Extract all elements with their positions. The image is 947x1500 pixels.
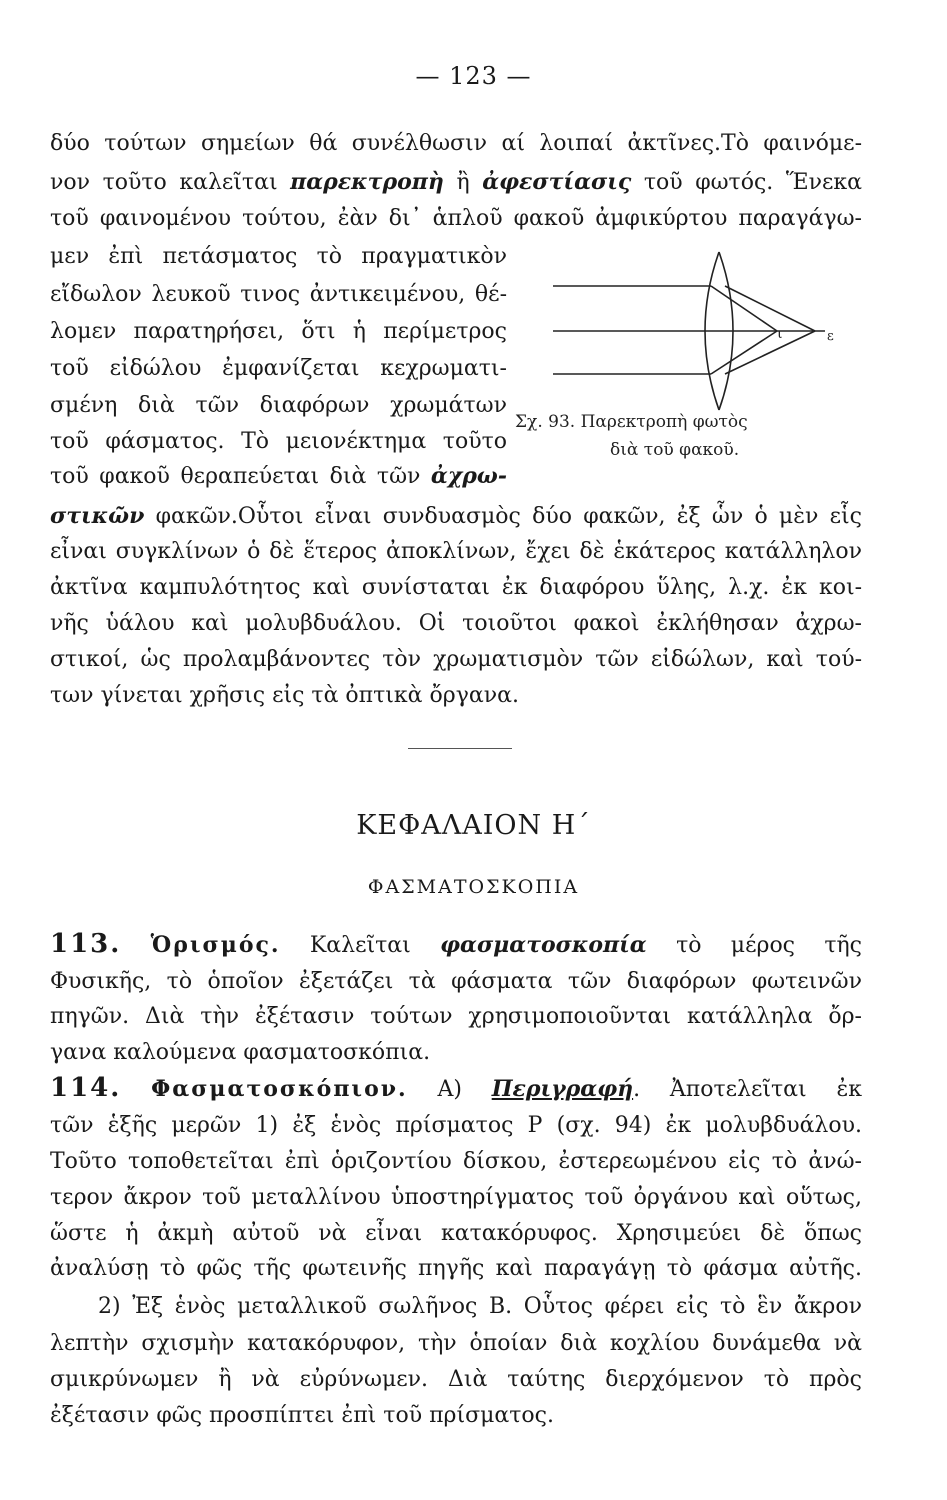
- term-achromatic-cont: στικῶν: [50, 503, 145, 529]
- text-line: νῆς ὑάλου καὶ μολυβδυάλου. Οἱ τοιοῦτοι φακοὶ ἐκλήθησαν ἀχρω-: [50, 611, 862, 636]
- text-line: νον τοῦτο καλεῖται παρεκτροπὴ ἢ ἀφεστίασις τοῦ φωτός. Ἕνεκα: [50, 169, 862, 195]
- text-line: ἀναλύσῃ τὸ φῶς τῆς φωτεινῆς πηγῆς καὶ παραγάγῃ τὸ φάσμα αὐτῆς.: [50, 1256, 862, 1281]
- term-parektropi: παρεκτροπὴ: [290, 169, 444, 195]
- term-achromatic: ἀχρω-: [430, 463, 507, 489]
- lens-diagram: [515, 246, 845, 416]
- lens-aberration-figure: [515, 246, 845, 476]
- term-spectroscopy: φασματοσκοπία: [440, 932, 647, 958]
- chapter-subtitle: ΦΑΣΜΑΤΟΣΚΟΠΙΑ: [367, 876, 580, 898]
- ray-top-refracted: [711, 286, 777, 331]
- text-line: στικῶν φακῶν.Οὗτοι εἶναι συνδυασμὸς δύο φακῶν, ἐξ ὧν ὁ μὲν εἷς: [50, 503, 862, 529]
- figure-caption: Σχ. 93. Παρεκτροπὴ φωτὸς: [515, 412, 748, 432]
- ray-top-refracted-outer: [725, 286, 815, 331]
- text-line: ἀκτῖνα καμπυλότητος καὶ συνίσταται ἐκ διαφόρου ὕλης, λ.χ. ἐκ κοι-: [50, 575, 862, 600]
- text-line: πηγῶν. Διὰ τὴν ἐξέτασιν τούτων χρησιμοποιοῦνται κατάλληλα ὄρ-: [50, 1004, 862, 1029]
- text-line: λεπτὴν σχισμὴν κατακόρυφον, τὴν ὁποίαν διὰ κοχλίου δυνάμεθα νὰ: [50, 1331, 862, 1356]
- page-number: — 123 —: [415, 62, 532, 90]
- text-line: τοῦ φακοῦ θεραπεύεται διὰ τῶν ἀχρω-: [50, 463, 507, 489]
- section-divider: [408, 748, 512, 749]
- text-line: στικοί, ὡς προλαμβάνοντες τὸν χρωματισμὸν τῶν εἰδώλων, καὶ τού-: [50, 647, 862, 672]
- text-line: εἴδωλον λευκοῦ τινος ἀντικειμένου, θέ-: [50, 282, 507, 307]
- text-line: λομεν παρατηρήσει, ὅτι ἡ περίμετρος: [50, 319, 507, 344]
- section-title: Ὁρισμός.: [150, 932, 281, 958]
- section-heading: 113. Ὁρισμός. Καλεῖται φασματοσκοπία τὸ μέρος τῆς: [50, 929, 862, 959]
- ray-bottom-refracted-outer: [725, 331, 815, 374]
- section-number: 114.: [50, 1073, 122, 1103]
- section-title: Φασματοσκόπιον.: [151, 1076, 408, 1102]
- text-line: σμένη διὰ τῶν διαφόρων χρωμάτων: [50, 393, 507, 418]
- text-line: ἐξέτασιν φῶς προσπίπτει ἐπὶ τοῦ πρίσματος.: [50, 1403, 554, 1428]
- label-i: ι: [777, 326, 783, 342]
- text-line: δύο τούτων σημείων θά συνέλθωσιν αί λοιπαί ἀκτῖνες.Τὸ φαινόμε-: [50, 131, 862, 156]
- label-e: ε: [827, 329, 834, 344]
- section-number: 113.: [50, 929, 122, 959]
- text-line: τοῦ φαινομένου τούτου, ἐὰν δι᾽ ἁπλοῦ φακοῦ ἀμφικύρτου παραγάγω-: [50, 206, 862, 231]
- text-line: εἶναι συγκλίνων ὁ δὲ ἕτερος ἀποκλίνων, ἔχει δὲ ἑκάτερος κατάλληλον: [50, 539, 862, 564]
- text-line: τοῦ φάσματος. Τὸ μειονέκτημα τοῦτο: [50, 429, 507, 454]
- text-line: σμικρύνωμεν ἢ νὰ εὐρύνωμεν. Διὰ ταύτης διερχόμενον τὸ πρὸς: [50, 1367, 862, 1392]
- text-line: τερον ἄκρον τοῦ μεταλλίνου ὑποστηρίγματος τοῦ ὀργάνου καὶ οὕτως,: [50, 1185, 862, 1210]
- text-line: Φυσικῆς, τὸ ὁποῖον ἐξετάζει τὰ φάσματα τῶν διαφόρων φωτεινῶν: [50, 969, 862, 994]
- ray-bottom-refracted: [711, 331, 777, 374]
- term-description: Περιγραφή: [491, 1076, 634, 1102]
- text-line: Τοῦτο τοποθετεῖται ἐπὶ ὁριζοντίου δίσκου, ἐστερεωμένου εἰς τὸ ἀνώ-: [50, 1149, 862, 1174]
- chapter-title: ΚΕΦΑΛΑΙΟΝ Η΄: [356, 810, 591, 841]
- figure-caption-cont: διὰ τοῦ φακοῦ.: [610, 440, 740, 460]
- term-afestiasis: ἀφεστίασις: [482, 169, 632, 195]
- text-line: γανα καλούμενα φασματοσκόπια.: [50, 1040, 431, 1065]
- text-line: των γίνεται χρῆσις εἰς τὰ ὀπτικὰ ὄργανα.: [50, 683, 519, 708]
- text-line: τῶν ἑξῆς μερῶν 1) ἐξ ἑνὸς πρίσματος P (σχ. 94) ἐκ μολυβδυάλου.: [50, 1113, 862, 1138]
- text-line: μεν ἐπὶ πετάσματος τὸ πραγματικὸν: [50, 244, 507, 269]
- section-heading: 114. Φασματοσκόπιον. Α) Περιγραφή. Ἀποτελεῖται ἐκ: [50, 1073, 862, 1103]
- text-line: τοῦ εἰδώλου ἐμφανίζεται κεχρωματι-: [50, 356, 507, 381]
- text-line: 2) Ἐξ ἑνὸς μεταλλικοῦ σωλῆνος B. Οὗτος φέρει εἰς τὸ ἓν ἄκρον: [98, 1294, 862, 1319]
- text-line: ὥστε ἡ ἀκμὴ αὐτοῦ νὰ εἶναι κατακόρυφος. Χρησιμεύει δὲ ὅπως: [50, 1221, 862, 1246]
